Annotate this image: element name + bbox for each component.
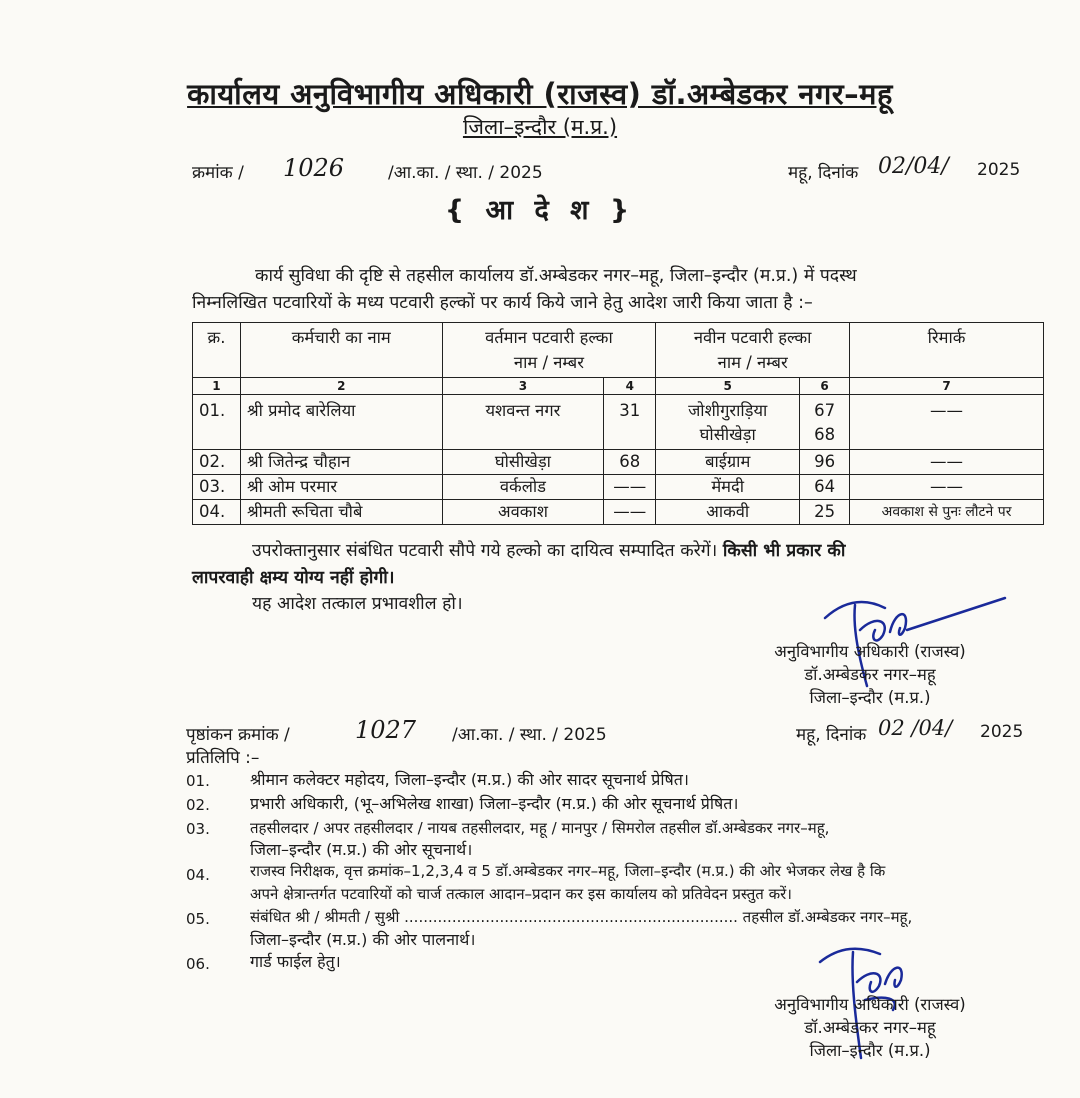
signature-2-place: डॉ.अम्बेडकर नगर–महू bbox=[804, 1018, 936, 1037]
header-new-halka-title: नवीन पटवारी हल्का bbox=[693, 328, 812, 347]
copy-item-number: 02. bbox=[186, 796, 210, 814]
closing-line-1b: किसी भी प्रकार की bbox=[722, 541, 846, 561]
cell-new-name: मेंमदी bbox=[656, 475, 800, 500]
cell-new-name: बाईग्राम bbox=[656, 450, 800, 475]
table-row bbox=[193, 475, 1044, 500]
intro-line-1: कार्य सुविधा की दृष्टि से तहसील कार्यालय डॉ.अम्बेडकर नगर–महू, जिला–इन्दौर (म.प्र.) में पदस्थ bbox=[255, 266, 857, 286]
table-header-row bbox=[193, 323, 1044, 378]
endorsement-label: पृष्ठांकन क्रमांक / bbox=[186, 725, 290, 745]
header-remark: रिमार्क bbox=[850, 323, 1044, 378]
copy-item-text-cont: जिला–इन्दौर (म.प्र.) की ओर पालनार्थ। bbox=[250, 930, 476, 949]
copy-item-text-cont: अपने क्षेत्रान्तर्गत पटवारियों को चार्ज तत्काल आदान–प्रदान कर इस कार्यालय को प्रतिवेदन प्रस्तुत करें। bbox=[250, 885, 792, 903]
closing-line-1 bbox=[252, 537, 1052, 566]
copy-item-text-cont: जिला–इन्दौर (म.प्र.) की ओर सूचनार्थ। bbox=[250, 840, 473, 859]
header-current-halka bbox=[442, 323, 656, 378]
signature-1-place: डॉ.अम्बेडकर नगर–महू bbox=[804, 665, 936, 684]
cell-current-no: —— bbox=[604, 500, 656, 525]
copy-item-text: श्रीमान कलेक्टर महोदय, जिला–इन्दौर (म.प्र.) की ओर सादर सूचनार्थ प्रेषित। bbox=[250, 770, 689, 789]
copy-item-text: गार्ड फाईल हेतु। bbox=[250, 952, 341, 971]
col-number: 1 bbox=[193, 378, 241, 395]
office-title: कार्यालय अनुविभागीय अधिकारी (राजस्व) डॉ.अम्बेडकर नगर–महू bbox=[187, 77, 893, 111]
order-number-suffix: /आ.का. / स्था. / 2025 bbox=[388, 163, 543, 183]
signature-1-block bbox=[720, 640, 1020, 709]
cell-current-name: यशवन्त नगर bbox=[442, 395, 604, 450]
copy-item-number: 04. bbox=[186, 866, 210, 884]
column-number-row bbox=[193, 378, 1044, 395]
signature-2-district: जिला–इन्दौर (म.प्र.) bbox=[809, 1041, 931, 1060]
cell-current-no: 68 bbox=[604, 450, 656, 475]
copy-item-text: प्रभारी अधिकारी, (भू–अभिलेख शाखा) जिला–इन्दौर (म.प्र.) की ओर सूचनार्थ प्रेषित। bbox=[250, 794, 739, 813]
closing-line-1a: उपरोक्तानुसार संबंधित पटवारी सौपे गये हल्को का दायित्व सम्पादित करेगें। bbox=[252, 541, 718, 561]
cell-remark: अवकाश से पुनः लौटने पर bbox=[850, 500, 1044, 525]
cell-remark: —— bbox=[850, 475, 1044, 500]
cell-new-no: 25 bbox=[800, 500, 850, 525]
cell-sno: 03. bbox=[193, 475, 241, 500]
cell-current-name: वर्कलोड bbox=[442, 475, 604, 500]
cell-name: श्री प्रमोद बारेलिया bbox=[240, 395, 442, 450]
col-number: 4 bbox=[604, 378, 656, 395]
endorsement-date-label: महू, दिनांक bbox=[796, 725, 867, 745]
endorsement-suffix: /आ.का. / स्था. / 2025 bbox=[452, 725, 607, 745]
cell-name: श्री जितेन्द्र चौहान bbox=[240, 450, 442, 475]
signature-2-designation: अनुविभागीय अधिकारी (राजस्व) bbox=[774, 995, 966, 1014]
order-year: 2025 bbox=[977, 160, 1021, 180]
intro-line-2: निम्नलिखित पटवारियों के मध्य पटवारी हल्कों पर कार्य किये जाने हेतु आदेश जारी किया जाता है :– bbox=[192, 293, 813, 313]
cell-new-name: आकवी bbox=[656, 500, 800, 525]
col-number: 2 bbox=[240, 378, 442, 395]
cell-new-no: 64 bbox=[800, 475, 850, 500]
order-heading: { आ दे श } bbox=[444, 195, 636, 226]
copy-item-text: राजस्व निरीक्षक, वृत्त क्रमांक–1,2,3,4 व 5 डॉ.अम्बेडकर नगर–महू, जिला–इन्दौर (म.प्र.) की ओर भेजकर लेख है कि bbox=[250, 862, 886, 880]
endorsement-date: 02 /04/ bbox=[878, 716, 953, 740]
cell-current-name: अवकाश bbox=[442, 500, 604, 525]
cell-sno: 01. bbox=[193, 395, 241, 450]
cell-new-no: 96 bbox=[800, 450, 850, 475]
cell-current-no: 31 bbox=[604, 395, 656, 450]
closing-line-2: लापरवाही क्षम्य योग्य नहीं होगी। bbox=[192, 568, 395, 588]
cell-sno: 04. bbox=[193, 500, 241, 525]
cell-new-nos bbox=[800, 395, 850, 450]
table-row bbox=[193, 450, 1044, 475]
cell-new-no: 67 bbox=[814, 401, 836, 420]
copy-item-text: संबंधित श्री / श्रीमती / सुश्री ...................................................................... तहसील डॉ.अम्बेडकर नगर–महू, bbox=[250, 908, 913, 926]
copy-item-number: 03. bbox=[186, 820, 210, 838]
cell-new-names bbox=[656, 395, 800, 450]
header-sno: क्र. bbox=[193, 323, 241, 378]
cell-new-no: 68 bbox=[814, 425, 836, 444]
header-new-halka bbox=[656, 323, 850, 378]
copy-item-number: 01. bbox=[186, 772, 210, 790]
cell-remark: —— bbox=[850, 450, 1044, 475]
district-subtitle: जिला–इन्दौर (म.प्र.) bbox=[462, 115, 618, 139]
copy-item-number: 05. bbox=[186, 910, 210, 928]
col-number: 3 bbox=[442, 378, 604, 395]
cell-current-name: घोसीखेड़ा bbox=[442, 450, 604, 475]
header-current-halka-title: वर्तमान पटवारी हल्का bbox=[485, 328, 613, 347]
copy-item-number: 06. bbox=[186, 955, 210, 973]
cell-remark: —— bbox=[850, 395, 1044, 450]
order-number: 1026 bbox=[283, 154, 345, 182]
header-new-halka-sub: नाम / नम्बर bbox=[717, 353, 788, 372]
copy-to-label: प्रतिलिपि :– bbox=[186, 748, 260, 768]
endorsement-year: 2025 bbox=[980, 722, 1024, 742]
table-row bbox=[193, 395, 1044, 450]
order-date: 02/04/ bbox=[878, 154, 949, 179]
endorsement-number: 1027 bbox=[355, 716, 417, 744]
cell-current-no: —— bbox=[604, 475, 656, 500]
signature-2-block bbox=[720, 993, 1020, 1062]
col-number: 5 bbox=[656, 378, 800, 395]
col-number: 7 bbox=[850, 378, 1044, 395]
cell-sno: 02. bbox=[193, 450, 241, 475]
table-row bbox=[193, 500, 1044, 525]
col-number: 6 bbox=[800, 378, 850, 395]
header-current-halka-sub: नाम / नम्बर bbox=[513, 353, 584, 372]
order-number-label: क्रमांक / bbox=[192, 163, 244, 183]
order-date-label: महू, दिनांक bbox=[788, 163, 859, 183]
cell-new-name: घोसीखेड़ा bbox=[699, 425, 756, 444]
signature-1-district: जिला–इन्दौर (म.प्र.) bbox=[809, 688, 931, 707]
header-name: कर्मचारी का नाम bbox=[240, 323, 442, 378]
cell-name: श्री ओम परमार bbox=[240, 475, 442, 500]
patwari-table bbox=[192, 322, 1044, 525]
signature-1-designation: अनुविभागीय अधिकारी (राजस्व) bbox=[774, 642, 966, 661]
closing-line-3: यह आदेश तत्काल प्रभावशील हो। bbox=[252, 594, 463, 614]
copy-item-text: तहसीलदार / अपर तहसीलदार / नायब तहसीलदार, महू / मानपुर / सिमरोल तहसील डॉ.अम्बेडकर नगर–महू, bbox=[250, 819, 830, 837]
cell-name: श्रीमती रूचिता चौबे bbox=[240, 500, 442, 525]
cell-new-name: जोशीगुराड़िया bbox=[688, 401, 768, 420]
